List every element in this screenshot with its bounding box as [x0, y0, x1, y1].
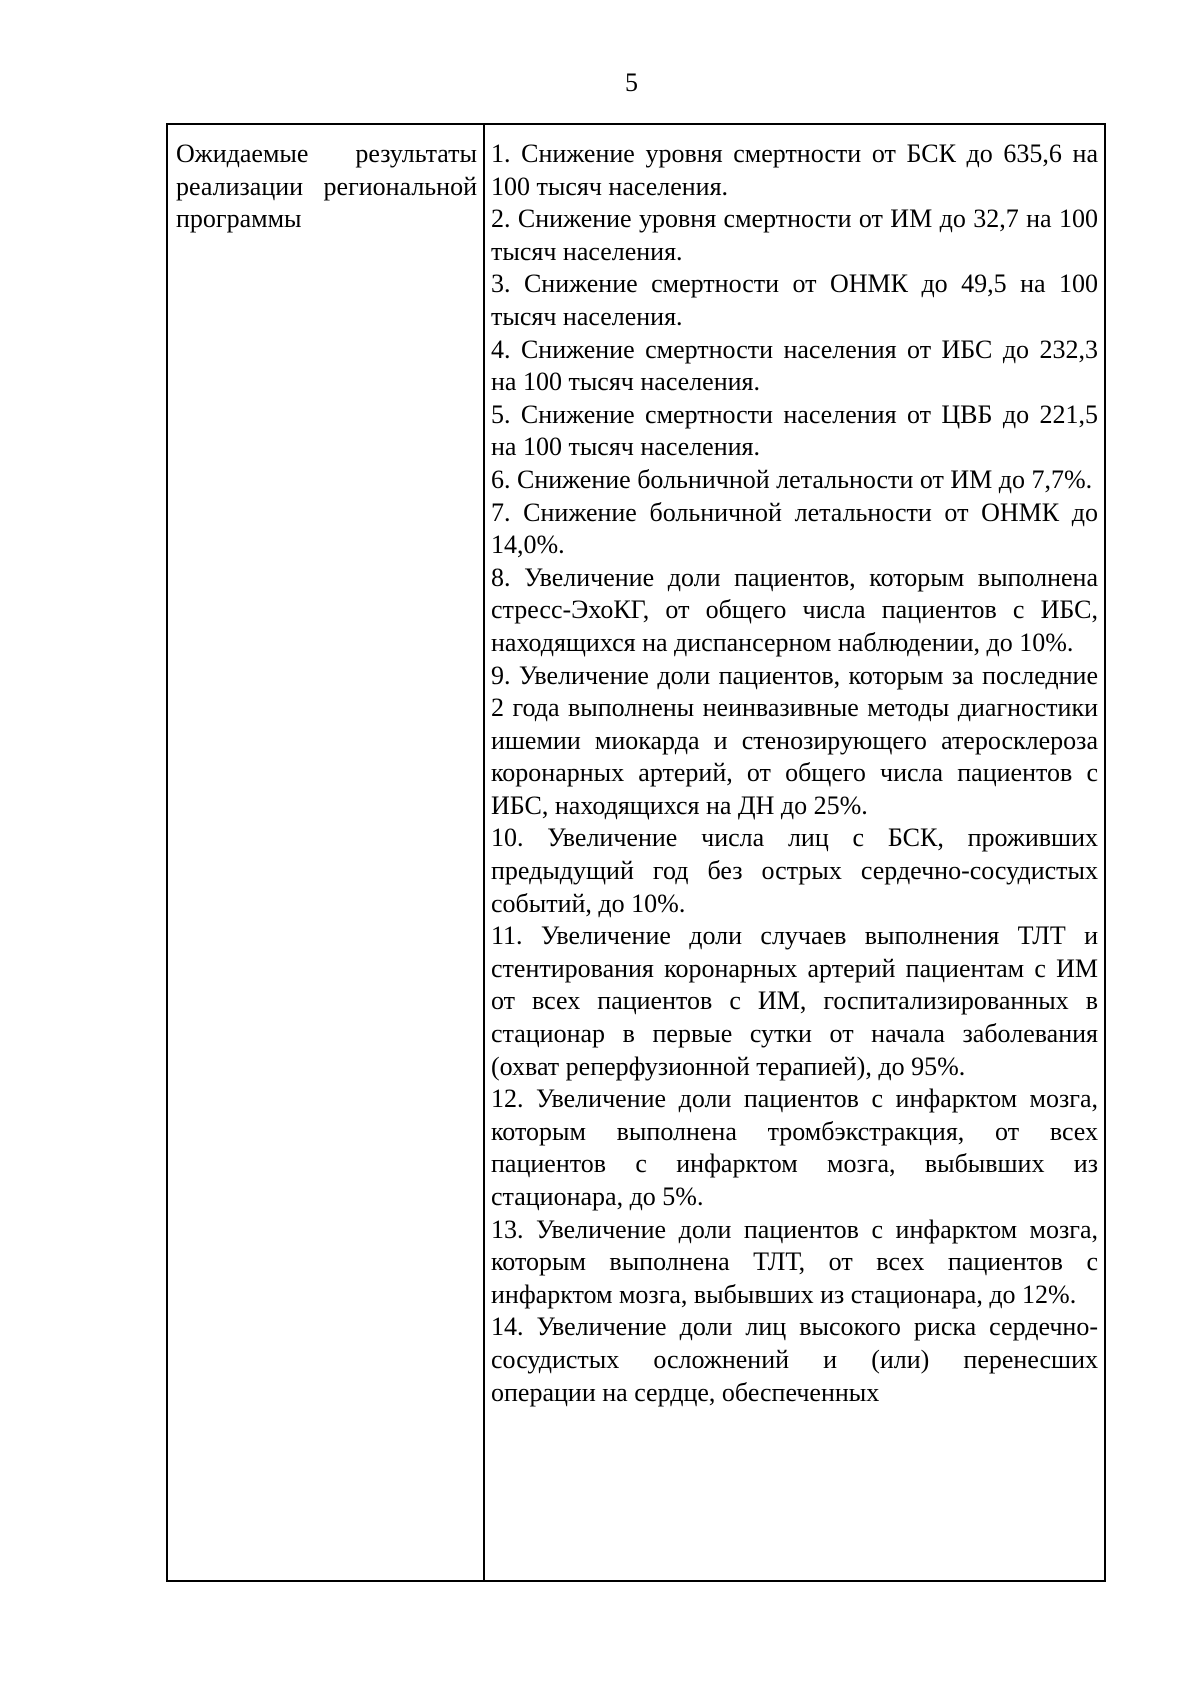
- result-item-1: 1. Снижение уровня смертности от БСК до 635,6 на 100 тысяч населения.: [491, 139, 1098, 201]
- result-item-9: 9. Увеличение доли пациентов, которым за последние 2 года выполнены неинвазивные методы диагностики ишемии миокарда и стенозирующего атеросклероза коронарных артерий, от общего числа пациентов с ИБС, находящихся на ДН до 25%.: [491, 660, 1098, 820]
- result-item-10: 10. Увеличение числа лиц с БСК, проживших предыдущий год без острых сердечно-сосудистых событий, до 10%.: [491, 823, 1098, 918]
- row-label: [176, 138, 477, 236]
- result-item-12: 12. Увеличение доли пациентов с инфарктом мозга, которым выполнена тромбэкстракция, от всех пациентов с инфарктом мозга, выбывших из стационара, до 5%.: [491, 1084, 1098, 1211]
- results-table: [166, 123, 1106, 1582]
- result-item-8: 8. Увеличение доли пациентов, которым выполнена стресс-ЭхоКГ, от общего числа пациентов с ИБС, находящихся на диспансерном наблюдении, до 10%.: [491, 562, 1098, 657]
- result-item-7: 7. Снижение больничной летальности от ОНМК до 14,0%.: [491, 497, 1098, 560]
- row-label-rest: реализации региональной программы: [176, 171, 477, 234]
- page-number: 5: [625, 68, 638, 97]
- result-item-4: 4. Снижение смертности населения от ИБС до 232,3 на 100 тысяч населения.: [491, 334, 1098, 397]
- results-list: [491, 138, 1098, 1409]
- content-cell: [485, 125, 1104, 1580]
- result-item-6: 6. Снижение больничной летальности от ИМ до 7,7%.: [491, 464, 1093, 494]
- result-item-5: 5. Снижение смертности населения от ЦВБ до 221,5 на 100 тысяч населения.: [491, 399, 1098, 462]
- result-item-11: 11. Увеличение доли случаев выполнения ТЛТ и стентирования коронарных артерий пациентам с ИМ от всех пациентов с ИМ, госпитализированных в стационар в первые сутки от начала заболевания (охват реперфузионной терапией), до 95%.: [491, 921, 1098, 1081]
- row-label-first-line: Ожидаемые результаты: [176, 139, 477, 168]
- result-item-3: 3. Снижение смертности от ОНМК до 49,5 на 100 тысяч населения.: [491, 269, 1098, 331]
- result-item-14: 14. Увеличение доли лиц высокого риска сердечно-сосудистых осложнений и (или) перенесших операции на сердце, обеспеченных: [491, 1312, 1098, 1407]
- label-cell: [168, 125, 485, 1580]
- result-item-2: 2. Снижение уровня смертности от ИМ до 32,7 на 100 тысяч населения.: [491, 204, 1098, 266]
- result-item-13: 13. Увеличение доли пациентов с инфарктом мозга, которым выполнена ТЛТ, от всех пациентов с инфарктом мозга, выбывших из стационара, до 12%.: [491, 1214, 1098, 1309]
